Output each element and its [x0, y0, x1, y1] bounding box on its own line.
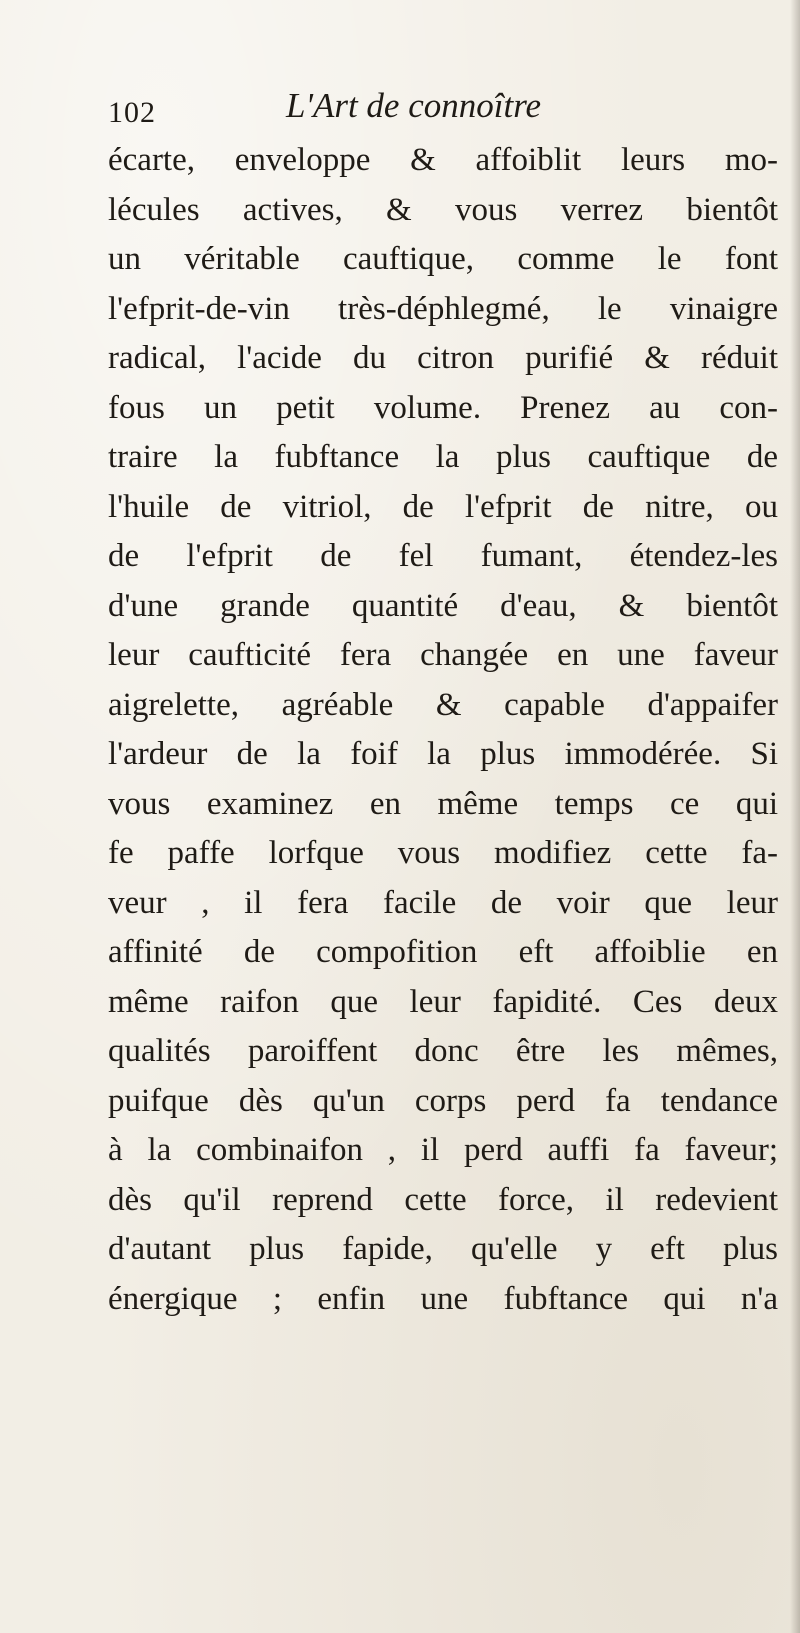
running-title: L'Art de connoître [286, 86, 542, 125]
text-line: de l'efprit de fel fumant, étendez-les [108, 538, 778, 574]
text-line: veur , il fera facile de voir que leur [108, 884, 778, 921]
text-line: énergique ; enfin une fubftance qui n'a [108, 1280, 778, 1317]
body-text [108, 136, 778, 1324]
text-line: écarte, enveloppe & affoiblit leurs mo- [108, 142, 778, 178]
text-line: puifque dès qu'un corps perd fa tendance [108, 1082, 778, 1119]
text-line: fe paffe lorfque vous modifiez cette fa- [108, 835, 778, 871]
text-line: l'ardeur de la foif la plus immodérée. Si [108, 736, 778, 772]
text-line: fous un petit volume. Prenez au con- [108, 389, 778, 426]
text-line: un véritable cauftique, comme le font [108, 241, 778, 277]
page-edge-shadow [790, 0, 800, 1633]
text-line: d'autant plus fapide, qu'elle y eft plus [108, 1231, 778, 1267]
text-line: l'efprit-de-vin très-déphlegmé, le vinaigre [108, 290, 778, 327]
text-line: dès qu'il reprend cette force, il redevient [108, 1181, 778, 1218]
text-line: à la combinaifon , il perd auffi fa faveur; [108, 1132, 778, 1168]
text-line: aigrelette, agréable & capable d'appaifer [108, 686, 778, 723]
text-line: traire la fubftance la plus cauftique de [108, 439, 778, 475]
text-line: radical, l'acide du citron purifié & réduit [108, 340, 778, 376]
page-number: 102 [108, 96, 156, 129]
text-line: lécules actives, & vous verrez bientôt [108, 191, 778, 228]
text-line: leur caufticité fera changée en une faveur [108, 637, 778, 673]
text-line: vous examinez en même temps ce qui [108, 785, 778, 822]
text-line: même raifon que leur fapidité. Ces deux [108, 983, 778, 1020]
page-header [108, 86, 760, 136]
text-line: d'une grande quantité d'eau, & bientôt [108, 587, 778, 624]
text-line: affinité de compofition eft affoiblie en [108, 934, 778, 970]
text-line: qualités paroiffent donc être les mêmes, [108, 1033, 778, 1069]
text-line: l'huile de vitriol, de l'efprit de nitre, ou [108, 488, 778, 525]
